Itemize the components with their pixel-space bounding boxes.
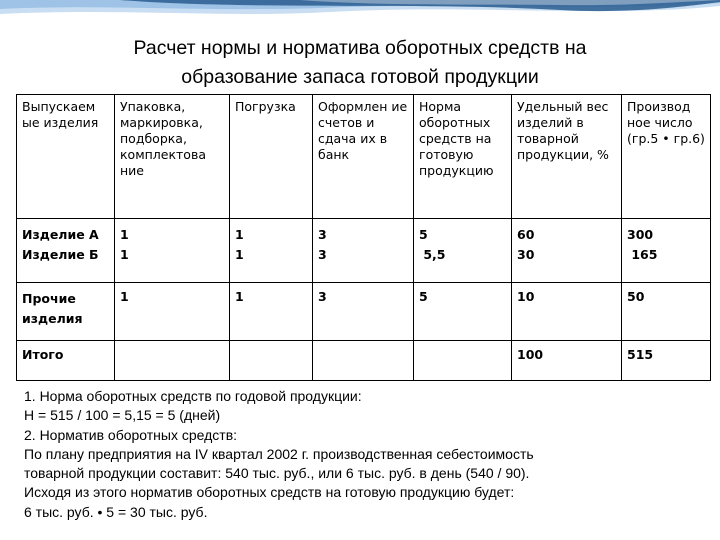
header-norm: Норма оборотных средств на готовую продукцию [414, 95, 512, 219]
cell-value: изделия [22, 310, 83, 326]
cell-value: 5,5 [419, 246, 446, 262]
cell-value: 3 [318, 246, 327, 262]
table-row-total [17, 341, 711, 381]
cell-empty [115, 341, 230, 381]
cell-value: Изделие А [22, 226, 99, 242]
table-row [17, 218, 711, 282]
header-share: Удельный вес изделий в товарной продукции, % [512, 95, 622, 219]
header-packing: Упаковка, маркировка, подборка, комплектова ние [115, 95, 230, 219]
cell-empty [230, 341, 313, 381]
cell-value: Прочие [22, 290, 76, 306]
cell-total-product-number: 515 [622, 341, 711, 381]
cell-share: 10 [512, 282, 622, 340]
cell-norm [414, 218, 512, 282]
cell-product-number: 50 [622, 282, 711, 340]
title-line-1: Расчет нормы и норматива оборотных средств на [133, 37, 587, 59]
cell-packing: 1 [115, 282, 230, 340]
note-line: товарной продукции составит: 540 тыс. руб., или 6 тыс. руб. в день (540 / 90). [24, 465, 530, 482]
header-loading: Погрузка [230, 95, 313, 219]
cell-value: 165 [627, 246, 658, 262]
cell-value: Изделие Б [22, 246, 99, 262]
note-line: 2. Норматив оборотных средств: [24, 426, 238, 443]
cell-product-number [622, 218, 711, 282]
cell-share [512, 218, 622, 282]
cell-product [17, 218, 115, 282]
cell-value: 30 [517, 246, 535, 262]
cell-loading [230, 218, 313, 282]
cell-value: 1 [235, 226, 244, 242]
cell-value: 1 [120, 226, 129, 242]
cell-value: 60 [517, 226, 535, 242]
title-line-2: образование запаса готовой продукции [181, 66, 539, 88]
note-line: Исходя из этого норматив оборотных средств на готовую продукцию будет: [24, 484, 515, 501]
cell-norm: 5 [414, 282, 512, 340]
cell-value: 3 [318, 226, 327, 242]
cell-invoicing [313, 218, 414, 282]
header-products: Выпускаем ые изделия [17, 95, 115, 219]
cell-invoicing: 3 [313, 282, 414, 340]
note-line: 1. Норма оборотных средств по годовой продукции: [24, 388, 362, 404]
header-product-number: Производ ное число (гр.5 • гр.6) [622, 95, 711, 219]
cell-total-label: Итого [17, 341, 115, 381]
cell-total-share: 100 [512, 341, 622, 381]
cell-product [17, 282, 115, 340]
page-title [0, 34, 720, 92]
note-line: Н = 515 / 100 = 5,15 = 5 (дней) [24, 407, 221, 424]
cell-value: 5 [419, 226, 428, 242]
note-line: 6 тыс. руб. • 5 = 30 тыс. руб. [24, 503, 208, 520]
working-capital-table [16, 94, 711, 381]
table-row [17, 282, 711, 340]
decorative-header-wave [0, 0, 720, 28]
cell-value: 1 [235, 246, 244, 262]
header-invoicing: Оформлен ие счетов и сдача их в банк [313, 95, 414, 219]
cell-value: 300 [627, 226, 654, 242]
cell-packing [115, 218, 230, 282]
note-line: По плану предприятия на IV квартал 2002 г. производственная себестоимость [24, 445, 534, 462]
cell-empty [414, 341, 512, 381]
cell-empty [313, 341, 414, 381]
calculation-notes [24, 387, 714, 522]
cell-value: 1 [120, 246, 129, 262]
table-header-row [17, 95, 711, 219]
cell-loading: 1 [230, 282, 313, 340]
